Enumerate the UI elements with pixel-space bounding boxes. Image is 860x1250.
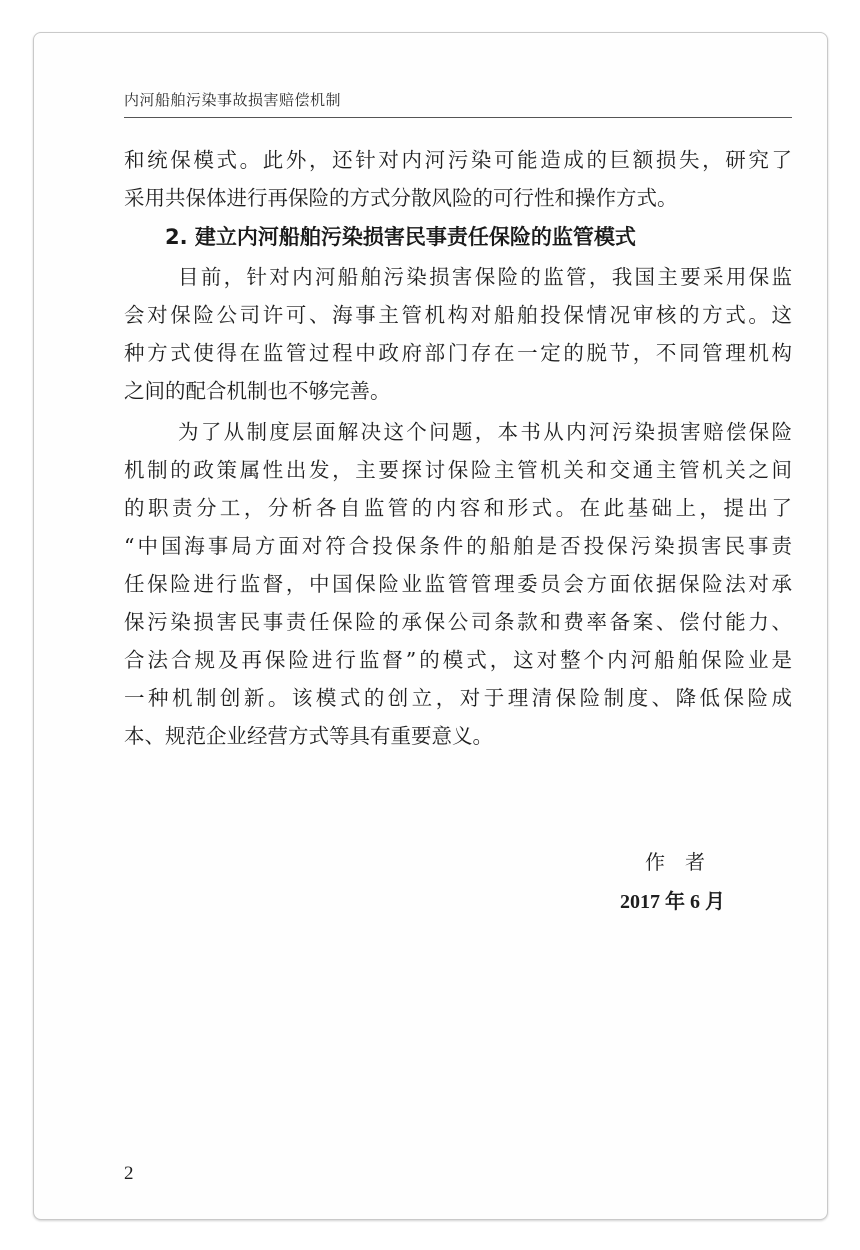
- paragraph-2-line-1: 目前，针对内河船舶污染损害保险的监管，我国主要采用保监: [178, 265, 792, 289]
- paragraph-2-line-4: 之间的配合机制也不够完善。: [124, 379, 391, 403]
- paragraph-3-line-2: 机制的政策属性出发，主要探讨保险主管机关和交通主管机关之间: [124, 458, 792, 482]
- paragraph-1-line-2: 采用共保体进行再保险的方式分散风险的可行性和操作方式。: [124, 186, 678, 210]
- paragraph-3-line-6: 保污染损害民事责任保险的承保公司条款和费率备案、偿付能力、: [124, 610, 792, 634]
- page-number: 2: [124, 1163, 134, 1184]
- paragraph-1-line-1: 和统保模式。此外，还针对内河污染可能造成的巨额损失，研究了: [124, 148, 792, 172]
- paragraph-2-line-3: 种方式使得在监管过程中政府部门存在一定的脱节，不同管理机构: [124, 341, 792, 365]
- signature-author: 作 者: [645, 850, 705, 874]
- section-heading: 2. 建立内河船舶污染损害民事责任保险的监管模式: [165, 225, 636, 249]
- paragraph-3-line-9: 本、规范企业经营方式等具有重要意义。: [124, 724, 493, 748]
- paragraph-3-line-1: 为了从制度层面解决这个问题，本书从内河污染损害赔偿保险: [178, 420, 792, 444]
- paragraph-3-line-3: 的职责分工，分析各自监管的内容和形式。在此基础上，提出了: [124, 496, 792, 520]
- paragraph-3-line-8: 一种机制创新。该模式的创立，对于理清保险制度、降低保险成: [124, 686, 792, 710]
- header-rule: [124, 117, 792, 118]
- paragraph-2-line-2: 会对保险公司许可、海事主管机构对船舶投保情况审核的方式。这: [124, 303, 792, 327]
- signature-date: 2017 年 6 月: [620, 891, 725, 913]
- running-head: 内河船舶污染事故损害赔偿机制: [124, 91, 342, 109]
- paragraph-3-line-4: “中国海事局方面对符合投保条件的船舶是否投保污染损害民事责: [124, 534, 792, 558]
- paragraph-3-line-7: 合法合规及再保险进行监督”的模式，这对整个内河船舶保险业是: [124, 648, 792, 672]
- paragraph-3-line-5: 任保险进行监督，中国保险业监管管理委员会方面依据保险法对承: [124, 572, 792, 596]
